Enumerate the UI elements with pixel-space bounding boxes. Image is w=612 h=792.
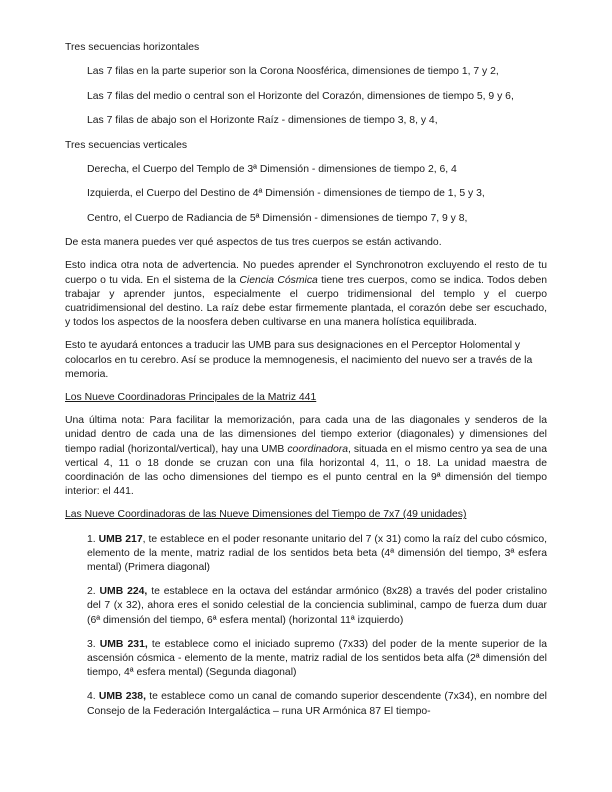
umb-list: [65, 533, 547, 719]
vertical-heading: Tres secuencias verticales: [65, 139, 188, 151]
item-text: te establece como el iniciado supremo (7x33) del poder de la mente superior de la ascensión cósmica - elemento de la mente, matriz radial de los sentidos beta alfa (2ª dimensión del tiempo, 4ª esfera mental) (Segunda diagonal): [87, 638, 547, 679]
list-item: [65, 638, 547, 681]
item-number: 3.: [87, 638, 100, 650]
item-text: , te establece en el poder resonante unitario del 7 (x 31) como la raíz del cubo cósmico, elemento de la mente, matriz radial de los sentidos beta beta (4ª dimensión del tiempo, 3ª esfera mental) (Primera diagonal): [87, 533, 548, 573]
vertical-item: Centro, el Cuerpo de Radiancia de 5ª Dimensión - dimensiones de tiempo 7, 9 y 8,: [87, 212, 468, 224]
vertical-item: Derecha, el Cuerpo del Templo de 3ª Dimensión - dimensiones de tiempo 2, 6, 4: [87, 163, 457, 175]
vertical-item: Izquierda, el Cuerpo del Destino de 4ª Dimensión - dimensiones de tiempo de 1, 5 y 3,: [87, 188, 485, 200]
warning-text: Esto indica otra nota de advertencia. No puedes aprender el Synchronotron excluyendo el resto de tu cuerpo o tu vida. En el sistema de la: [65, 260, 547, 286]
umb-label: UMB 224,: [99, 586, 148, 598]
ciencia-cosmica-emphasis: Ciencia Cósmica: [239, 274, 318, 286]
list-item: [65, 585, 547, 628]
horizontal-item: Las 7 filas en la parte superior son la Corona Noosférica, dimensiones de tiempo 1, 7 y 2,: [87, 66, 499, 78]
item-number: 4.: [87, 691, 99, 703]
umb-label: UMB 217: [98, 533, 143, 545]
horizontal-item: Las 7 filas de abajo son el Horizonte Raíz - dimensiones de tiempo 3, 8, y 4,: [87, 115, 438, 127]
item-number: 1.: [87, 533, 99, 545]
section-heading-coordinadoras-principales: Los Nueve Coordinadoras Principales de la Matriz 441: [65, 391, 317, 403]
summary-paragraph: De esta manera puedes ver qué aspectos de tus tres cuerpos se están activando.: [65, 237, 442, 249]
umb-label: UMB 231,: [99, 638, 148, 650]
list-item: [65, 533, 547, 576]
coordinadora-note-paragraph: [65, 414, 547, 499]
note-text: , situada en el mismo centro ya sea de una vertical 4, 11 o 18 donde se cruzan con una fila horizontal 4, 11, o 18. La unidad maestra de coordinación de las ocho dimensiones del tiempo es el punto central en la 9ª dimensión del tiempo interior: el 441.: [65, 443, 547, 498]
section-heading-nueve-coordinadoras: Las Nueve Coordinadoras de las Nueve Dimensiones del Tiempo de 7x7 (49 unidades): [65, 509, 467, 521]
warning-text: tiene tres cuerpos, como se indica. Todos deben trabajar y aprender juntos, especialmente el cuerpo tridimensional del templo y el cuerpo cuatridimensional del destino. La raíz debe estar firmemente plantada, el corazón debe ser escuchado, y todos los aspectos de la noosfera deben cultivarse en una manera holística equilibrada.: [65, 274, 547, 329]
horizontal-heading: Tres secuencias horizontales: [65, 42, 200, 53]
note-text: Una última nota: Para facilitar la memorización, para cada una de las diagonales y senderos de la unidad dentro de cada una de las dimensiones del tiempo exterior (diagonales) y dimensiones del tiempo radial (horizontal/vertical), hay una UMB: [65, 415, 547, 455]
document-page: [65, 41, 547, 719]
item-number: 2.: [87, 586, 100, 598]
item-text: te establece como un canal de comando superior descendente (7x34), en nombre del Consejo de la Federación Intergaláctica – runa UR Armónica 87 El tiempo-: [87, 691, 547, 717]
horizontal-item: Las 7 filas del medio o central son el Horizonte del Corazón, dimensiones de tiempo 5, 9 y 6,: [87, 90, 514, 102]
item-text: te establece en la octava del estándar armónico (8x28) a través del poder cristalino del 7 (x 32), ahora eres el sonido celestial de la conciencia subliminal, campo de fuerza dum duar (6ª dimensión del tiempo, 6ª esfera mental) (horizontal 11ª izquierdo): [87, 586, 547, 626]
umb-label: UMB 238,: [98, 691, 146, 703]
warning-paragraph: [65, 259, 547, 330]
list-item: [65, 690, 547, 718]
translate-paragraph: Esto te ayudará entonces a traducir las UMB para sus designaciones en el Perceptor Holomental y colocarlos en tu cerebro. Así se produce la memnogenesis, el nacimiento del nuevo ser a través de la memoria.: [65, 340, 533, 380]
coordinadora-emphasis: coordinadora: [287, 443, 348, 455]
